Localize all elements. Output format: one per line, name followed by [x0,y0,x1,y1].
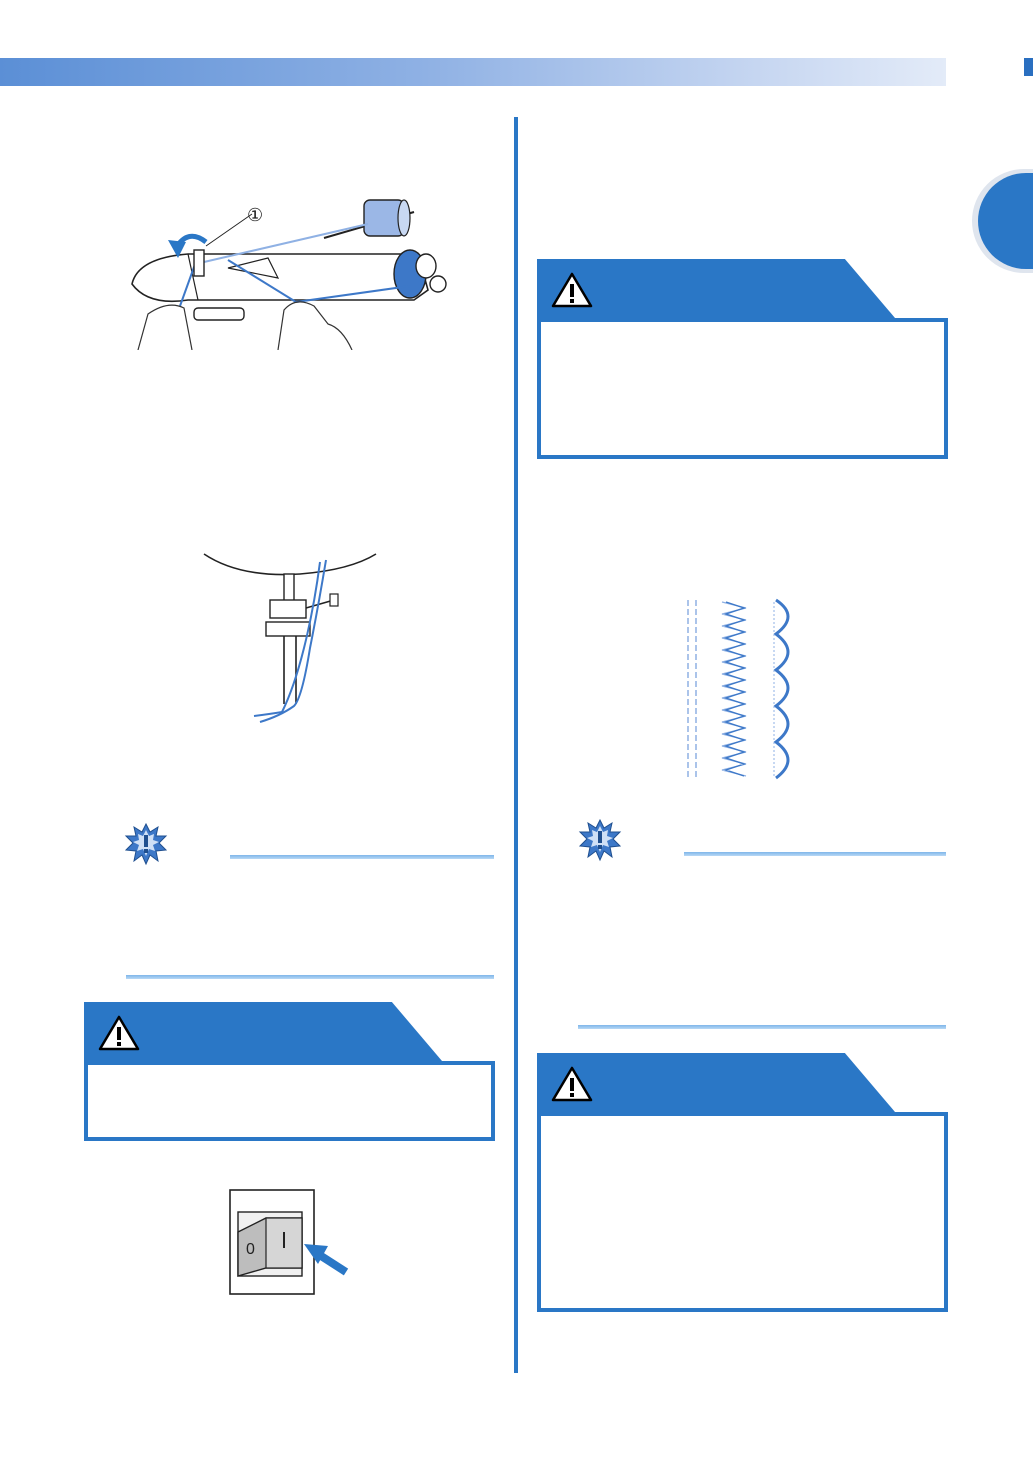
stitch-sample-illustration [684,598,804,782]
figure-callout-1: ① [247,205,264,225]
power-switch-illustration [228,1188,358,1298]
warning-body [84,1061,495,1141]
threading-illustration [128,188,458,350]
column-divider [514,117,518,1373]
warning-header [537,259,895,318]
memo-icon [124,822,168,866]
memo-top-rule [230,855,494,859]
svg-text:0: 0 [246,1241,255,1258]
warning-icon [551,272,593,308]
memo-top-rule [684,852,946,856]
memo-bottom-rule [126,975,494,979]
memo-bottom-rule [578,1025,946,1029]
warning-icon [551,1066,593,1102]
warning-header [537,1053,895,1112]
twin-needle-illustration [200,548,380,728]
header-tab-marker [1024,58,1033,76]
warning-header [84,1002,442,1061]
header-bar [0,58,946,86]
memo-icon [578,818,622,862]
warning-icon [98,1015,140,1051]
warning-body [537,318,948,459]
warning-body [537,1112,948,1312]
